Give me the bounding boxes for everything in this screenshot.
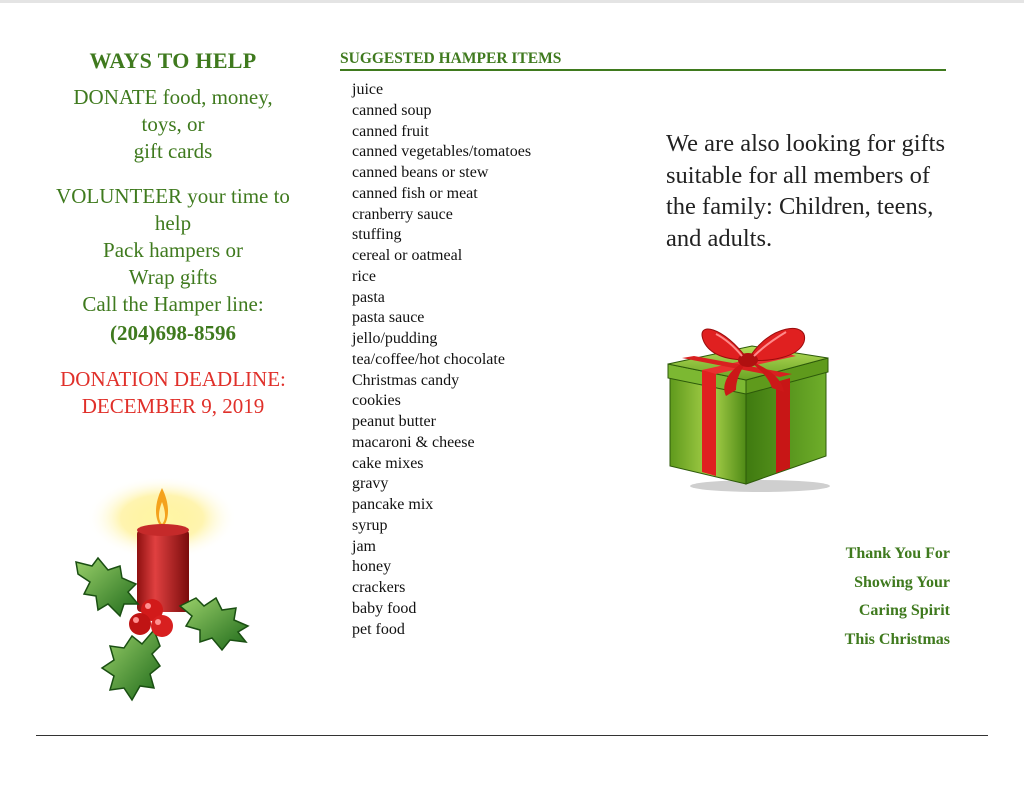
volunteer-line: Pack hampers or	[103, 238, 243, 262]
hamper-items-list	[352, 80, 531, 640]
bottom-rule	[36, 735, 988, 736]
volunteer-line: Wrap gifts	[128, 265, 218, 289]
hamper-items-title: SUGGESTED HAMPER ITEMS	[340, 50, 946, 71]
ways-to-help-section	[28, 48, 318, 420]
thank-you-line: Showing Your	[854, 573, 950, 591]
gift-box-icon	[664, 316, 836, 496]
list-item: Christmas candy	[352, 371, 460, 389]
list-item: cranberry sauce	[352, 205, 453, 223]
list-item: baby food	[352, 599, 417, 617]
list-item: pet food	[352, 620, 405, 638]
list-item: pancake mix	[352, 496, 434, 513]
list-item: tea/coffee/hot chocolate	[352, 350, 505, 368]
list-item: stuffing	[352, 226, 402, 244]
list-item: jello/pudding	[352, 330, 438, 347]
thank-you-line: Thank You For	[845, 545, 950, 562]
donate-line: toys, or	[141, 112, 205, 136]
deadline-label: DONATION DEADLINE:	[60, 367, 286, 391]
list-item: canned beans or stew	[352, 164, 489, 181]
page-top-edge	[0, 0, 1024, 3]
list-item: pasta	[352, 288, 385, 306]
volunteer-line: VOLUNTEER your time to	[56, 184, 290, 208]
list-item: crackers	[352, 579, 406, 596]
donate-line: gift cards	[133, 139, 213, 163]
donate-line: DONATE food, money,	[73, 85, 273, 109]
thank-you-message	[845, 540, 950, 654]
ways-to-help-title: WAYS TO HELP	[89, 48, 257, 73]
list-item: canned fruit	[352, 122, 429, 140]
candle-holly-icon	[62, 478, 282, 710]
list-item: gravy	[352, 475, 389, 493]
list-item: cake mixes	[352, 454, 424, 472]
list-item: macaroni & cheese	[352, 433, 475, 451]
gifts-request-text: We are also looking for gifts suitable for all members of the family: Children, teens, and adults.	[666, 130, 946, 252]
list-item: pasta sauce	[352, 309, 425, 327]
list-item: canned soup	[352, 101, 432, 119]
list-item: syrup	[352, 516, 388, 534]
thank-you-line: Caring Spirit	[858, 602, 950, 619]
list-item: juice	[352, 81, 384, 98]
list-item: canned fish or meat	[352, 184, 478, 202]
list-item: rice	[352, 267, 376, 285]
list-item: cookies	[352, 392, 401, 410]
volunteer-line: Call the Hamper line:	[82, 292, 264, 316]
list-item: honey	[352, 558, 392, 576]
hamper-phone-number: (204)698-8596	[110, 321, 236, 345]
list-item: cereal or oatmeal	[352, 247, 463, 264]
list-item: peanut butter	[352, 413, 436, 430]
thank-you-line: This Christmas	[844, 630, 950, 648]
volunteer-line: help	[154, 211, 192, 235]
list-item: jam	[352, 537, 376, 555]
list-item: canned vegetables/tomatoes	[352, 143, 532, 161]
deadline-date: DECEMBER 9, 2019	[81, 394, 265, 418]
